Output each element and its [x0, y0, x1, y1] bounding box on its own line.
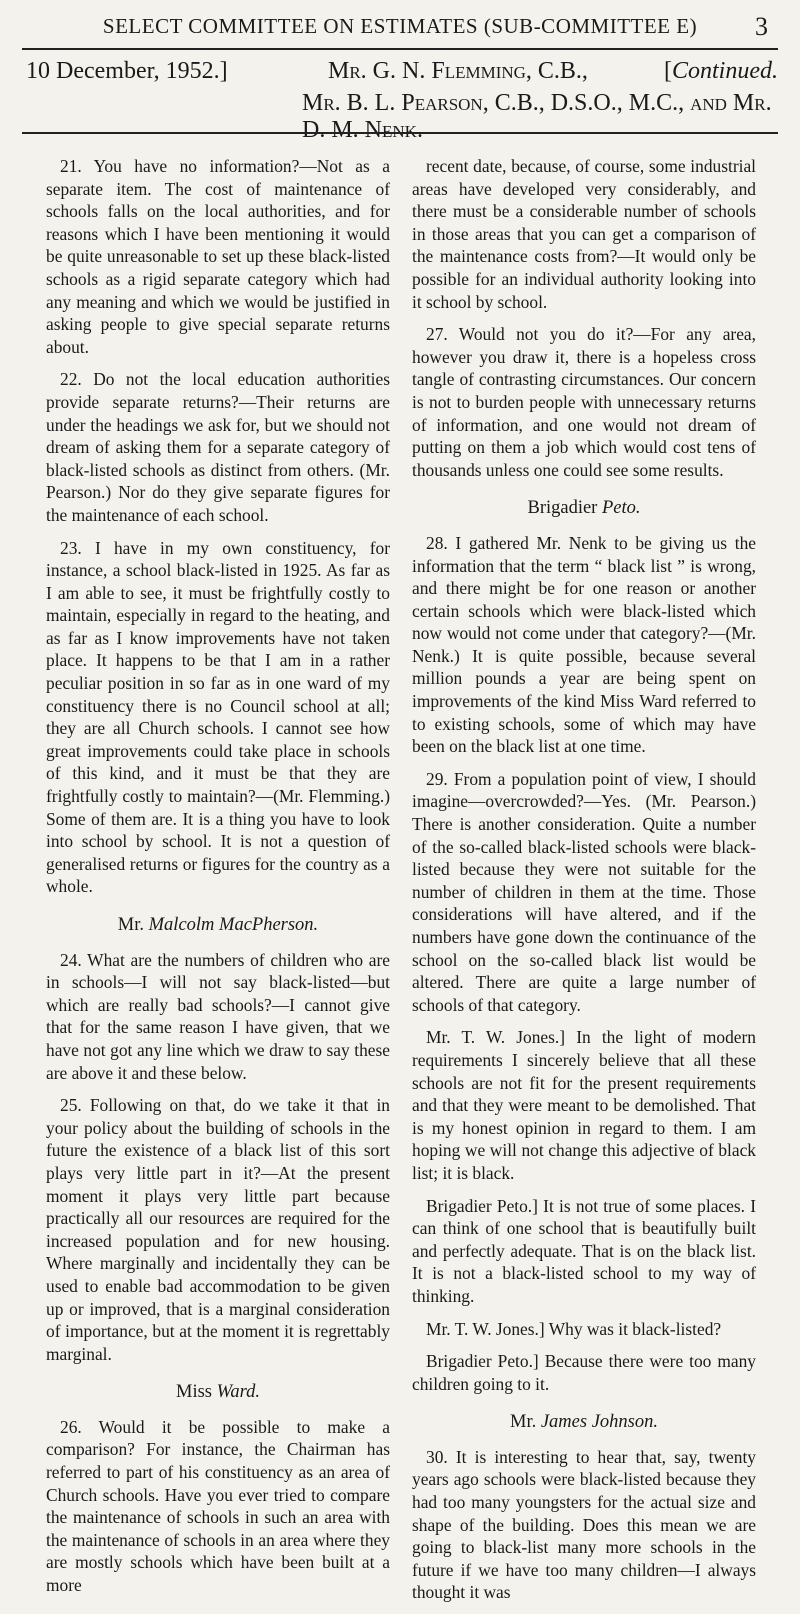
left-column [46, 155, 390, 1607]
speaker-heading [46, 1381, 390, 1404]
speaker-heading [412, 497, 756, 520]
page-number: 3 [755, 12, 768, 41]
testimony-paragraph: 26. Would it be possible to make a comparison? For instance, the Chairman has referred to part of his constituency as an area of Church schools. Have you ever tried to compare the maintenance of schools in such an area with the maintenance of schools in an area where they are mostly schools which have been built at a more [46, 1416, 390, 1596]
testimony-paragraph: Brigadier Peto.] Because there were too many children going to it. [412, 1351, 756, 1394]
speaker-heading [46, 914, 390, 937]
speaker-name: Ward. [216, 1382, 260, 1403]
testimony-paragraph: 24. What are the numbers of children who are in schools—I will not say black-listed—but which are really bad schools?—I cannot give that for the same reason I have given, that we have not got any line which we draw to say these are above it and these below. [46, 949, 390, 1083]
testimony-paragraph: Mr. T. W. Jones.] Why was it black-listed? [426, 1318, 722, 1339]
continued-label [664, 58, 778, 85]
testimony-paragraph: 23. I have in my own constituency, for instance, a school black-listed in 1925. As far as I am able to see, it must be frightfully costly to maintain, especially in regard to the heating, and as far as I know improvements have not taken place. It happens to be that I am in a rather peculiar position in so far as in one ward of my constituency there is no Council school at all; they are all Church schools. I cannot see how great improvements could take place in schools of this kind, and it must be that they are frightfully costly to maintain?—(Mr. Flemming.) Some of them are. It is a thing you have to look into school by school. It is not a question of generalised returns or figures for the country as a whole. [46, 537, 390, 897]
speaker-title: Miss [176, 1382, 212, 1403]
testimony-paragraph: 29. From a population point of view, I should imagine—overcrowded?—Yes. (Mr. Pearson.) There is another consideration. Quite a number of the so-called black-listed schools were black-listed because they were not suitable for the number of children in them at the time. Those considerations will have altered, and if the numbers have gone down the continuance of the school on the so-called black list would be altered. There are quite a large number of schools of that category. [412, 768, 756, 1015]
testimony-paragraph: Brigadier Peto.] It is not true of some places. I can think of one school that is beautifully built and perfectly adequate. That is on the black list. It is not a black-listed school to my way of thinking. [412, 1195, 756, 1306]
testimony-paragraph: 28. I gathered Mr. Nenk to be giving us the information that the term “ black list ” is wrong, and there might be for one reason or another certain schools which were black-listed which now would not come under that category?—(Mr. Nenk.) It is quite possible, because several million pounds a year are being spent on improvements of the kind Miss Ward referred to to existing schools, some of which may have been on the black list at one time. [412, 532, 756, 757]
running-head: SELECT COMMITTEE ON ESTIMATES (SUB-COMMITTEE E) [102, 14, 698, 38]
header-rule-bottom [22, 132, 778, 134]
session-date: 10 December, 1952.] [26, 58, 228, 84]
testimony-paragraph: Mr. T. W. Jones.] In the light of modern requirements I sincerely believe that all these schools are not fit for the present requirements and that they were meant to be demolished. That is my honest opinion in regard to them. I am hoping we will not change this adjective of black list; it is black. [412, 1027, 756, 1183]
speaker-name: Malcolm MacPherson. [148, 915, 319, 935]
testimony-paragraph: 25. Following on that, do we take it that in your policy about the building of schools in the future the existence of a black list of this sort plays very little part in it?—At the present moment it plays very little part because practically all our resources are required for the increased population and for new housing. Where marginally and incidentally they can be used to enable bad accommodation to be given up or improved, that is a marginal consideration of importance, but at the moment it is regrettably marginal. [46, 1095, 390, 1364]
speaker-title: Brigadier [527, 498, 598, 519]
speaker-heading [412, 1411, 756, 1434]
witnesses-line1: Mr. G. N. Flemming, C.B., [328, 58, 588, 84]
right-column [412, 155, 756, 1614]
header-rule-top [22, 48, 778, 50]
testimony-paragraph: 22. Do not the local education authorities provide separate returns?—Their returns are under the headings we ask for, but we should not dream of asking them for a separate category of black-listed schools as distinct from others. (Mr. Pearson.) Nor do they give separate figures for the maintenance of each school. [46, 369, 390, 525]
testimony-paragraph: 21. You have no information?—Not as a separate item. The cost of maintenance of schools falls on the local authorities, and for reasons which I have been mentioning it would be quite unreasonable to set up these black-listed schools as a rigid separate category which had any meaning and which we would be justified in asking people to give special separate returns about. [46, 156, 390, 357]
testimony-paragraph: 27. Would not you do it?—For any area, however you draw it, there is a hopeless cross tangle of contrasting circumstances. Our concern is not to burden people with unnecessary returns of information, and one would not dream of putting on them a job which would cost tens of thousands unless one could see some results. [412, 324, 756, 480]
continued-text: Continued. [672, 58, 778, 84]
witness-header-line1 [26, 58, 778, 92]
speaker-title: Mr. [510, 1412, 537, 1433]
witnesses-line2: Mr. B. L. Pearson, C.B., D.S.O., M.C., and Mr. D. M. Nenk. [302, 90, 772, 143]
speaker-name: James Johnson. [540, 1412, 658, 1433]
testimony-paragraph: recent date, because, of course, some industrial areas have developed very considerably, and there must be a considerable number of schools in those areas that you can get a comparison of the maintenance costs from?—It would only be possible for an individual authority looking into it school by school. [412, 156, 756, 312]
speaker-name: Peto. [601, 498, 641, 519]
testimony-paragraph: 30. It is interesting to hear that, say, twenty years ago schools were black-listed because they had too many youngsters for the actual size and shape of the building. Does this mean we are going to black-list many more schools in the future if we have too many children—I always thought it was [412, 1446, 756, 1603]
speaker-title: Mr. [117, 915, 145, 935]
continued-bracket: [ [664, 58, 672, 84]
